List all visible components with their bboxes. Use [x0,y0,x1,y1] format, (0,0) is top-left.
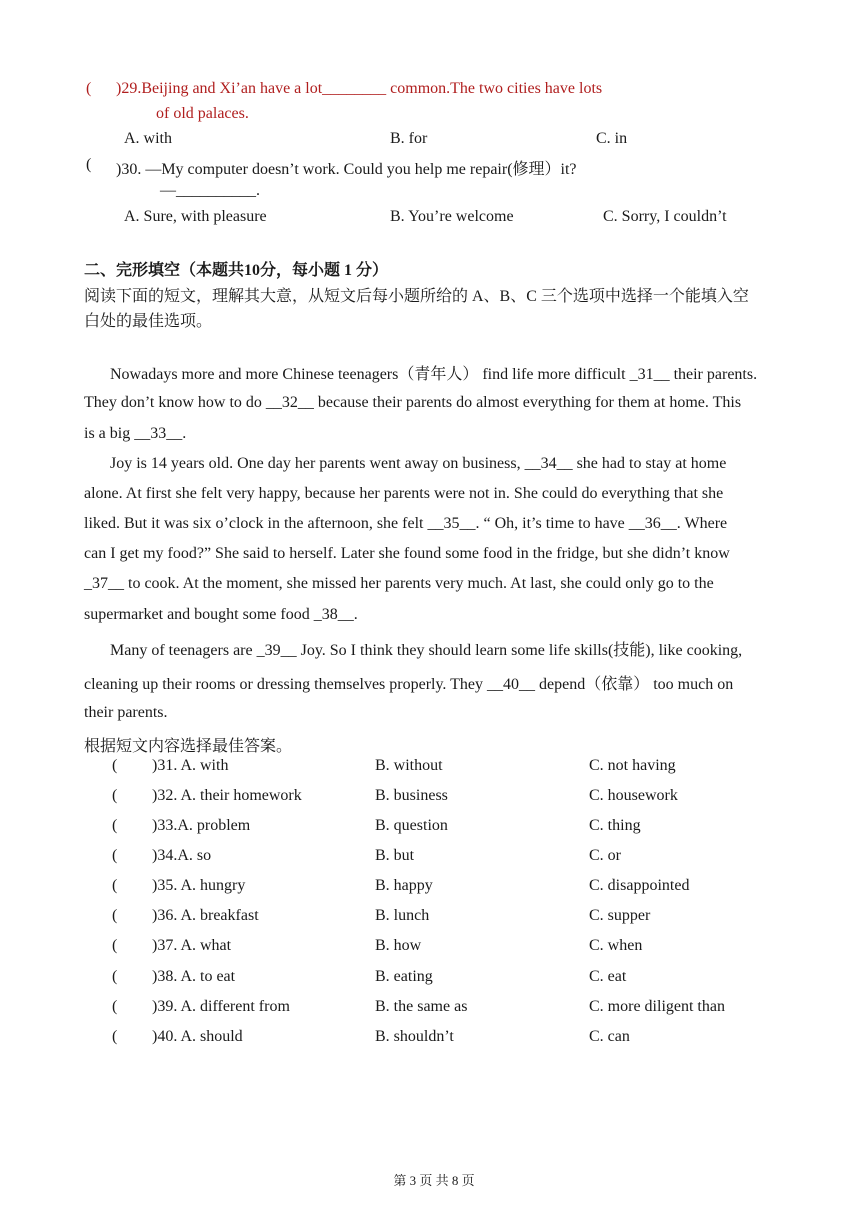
option-a: )38. A. to eat [152,968,236,985]
answer-paren: ( [112,937,118,954]
option-b: B. but [375,847,415,864]
passage-line: Joy is 14 years old. One day her parents went away on business, __34__ she had to stay at home [110,455,727,472]
option-b: B. the same as [375,998,468,1015]
passage-line: can I get my food?” She said to herself. Later she found some food in the fridge, but she didn’t know [84,545,730,562]
passage-line: their parents. [84,704,168,721]
list-item [112,847,812,869]
answer-paren: ( [112,847,118,864]
option-b: B. for [390,130,428,147]
answer-prompt: 根据短文内容选择最佳答案。 [84,738,293,755]
question-stem-line2: —__________. [160,182,260,199]
passage-line: liked. But it was six o’clock in the afternoon, she felt __35__. “ Oh, it’s time to have __36__. Where [84,515,728,532]
option-a: )39. A. different from [152,998,290,1015]
option-a: )37. A. what [152,937,232,954]
option-a: )35. A. hungry [152,877,246,894]
list-item [112,787,812,809]
answer-paren: ( [112,817,118,834]
option-a: A. with [124,130,172,147]
option-c: C. or [589,847,621,864]
section-instruction-line1: 阅读下面的短文，理解其大意，从短文后每小题所给的 A、B、C 三个选项中选择一个能填入空 [84,288,749,305]
answer-paren: ( [86,80,92,97]
option-c: C. not having [589,757,676,774]
option-c: C. thing [589,817,641,834]
question-stem-line1: )30. —My computer doesn’t work. Could you help me repair(修理）it? [116,161,577,178]
option-a: )32. A. their homework [152,787,302,804]
list-item [112,877,812,899]
list-item [112,968,812,990]
option-c: C. housework [589,787,678,804]
option-a: )34.A. so [152,847,212,864]
option-b: B. question [375,817,448,834]
option-a: A. Sure, with pleasure [124,208,267,225]
question-stem-line2: of old palaces. [156,105,249,122]
page-footer: 第 3 页 共 8 页 [393,1173,475,1188]
passage-line: supermarket and bought some food _38__. [84,606,358,623]
list-item [112,937,812,959]
list-item [112,907,812,929]
answer-paren: ( [112,877,118,894]
list-item [112,998,812,1020]
option-c: C. Sorry, I couldn’t [603,208,727,225]
answer-paren: ( [86,156,92,173]
option-b: B. without [375,757,443,774]
passage-line: cleaning up their rooms or dressing themselves properly. They __40__ depend（依靠） too much on [84,676,734,693]
option-a: )36. A. breakfast [152,907,259,924]
option-c: C. eat [589,968,627,985]
answer-paren: ( [112,1028,118,1045]
option-c: C. supper [589,907,651,924]
question-stem-line1: )29.Beijing and Xi’an have a lot________ common.The two cities have lots [116,80,603,97]
answer-paren: ( [112,907,118,924]
option-c: C. disappointed [589,877,690,894]
option-b: B. eating [375,968,433,985]
section-instruction-line2: 白处的最佳选项。 [84,313,213,330]
list-item [112,817,812,839]
list-item [112,1028,812,1050]
option-b: B. lunch [375,907,430,924]
option-b: B. business [375,787,448,804]
section-title: 二、完形填空（本题共10分，每小题 1 分） [84,262,389,279]
answer-paren: ( [112,787,118,804]
option-a: )33.A. problem [152,817,251,834]
passage-line: _37__ to cook. At the moment, she missed her parents very much. At last, she could only go to the [84,575,714,592]
option-c: C. more diligent than [589,998,725,1015]
option-c: C. in [596,130,628,147]
option-b: B. shouldn’t [375,1028,454,1045]
answer-paren: ( [112,757,118,774]
option-b: B. You’re welcome [390,208,514,225]
option-a: )31. A. with [152,757,229,774]
passage-line: is a big __33__. [84,425,187,442]
option-a: )40. A. should [152,1028,243,1045]
answer-paren: ( [112,968,118,985]
passage-line: Many of teenagers are _39__ Joy. So I think they should learn some life skills(技能), like cooking, [110,642,743,659]
answer-paren: ( [112,998,118,1015]
option-c: C. can [589,1028,630,1045]
passage-line: Nowadays more and more Chinese teenagers（青年人） find life more difficult _31__ their parents. [110,366,758,383]
option-b: B. how [375,937,422,954]
option-b: B. happy [375,877,433,894]
list-item [112,757,812,779]
option-c: C. when [589,937,643,954]
passage-line: alone. At first she felt very happy, because her parents were not in. She could do everything that she [84,485,724,502]
passage-line: They don’t know how to do __32__ because their parents do almost everything for them at home. This [84,394,742,411]
